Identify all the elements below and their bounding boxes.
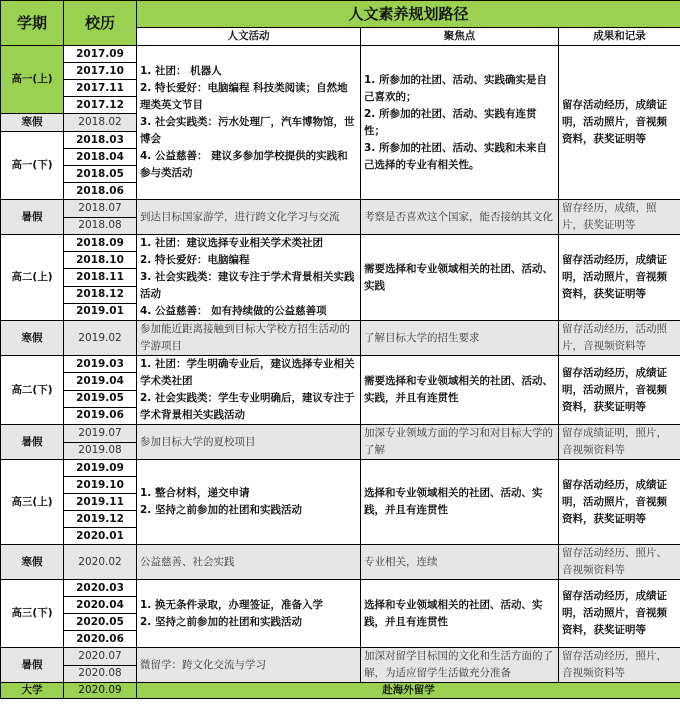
term-g3b: 高三(下) (1, 580, 64, 648)
date-cell: 2017.09 (64, 46, 137, 63)
date-cell: 2018.11 (64, 269, 137, 286)
date-cell: 2020.01 (64, 528, 137, 545)
result-cell: 留存成绩证明，照片，音视频资料等 (559, 425, 680, 460)
date-cell: 2019.01 (64, 303, 137, 320)
term-g3a: 高三(上) (1, 460, 64, 545)
term-g2b: 高二(下) (1, 356, 64, 425)
term-g1a: 高一(上) (1, 46, 64, 114)
activity-cell: 1. 换无条件录取，办理签证，准备入学 2. 坚持之前参加的社团和实践活动 (137, 580, 361, 648)
activity-cell: 1. 社团： 机器人 2. 特长爱好：电脑编程 科技类阅读；自然地理类英文节目 3. 社会实践类：污水处理厂，汽车博物馆，世博会 4. 公益慈善： 建议多参加学校提供的实践和参与类活动 (137, 46, 361, 200)
date-cell: 2019.11 (64, 494, 137, 511)
header-result: 成果和记录 (559, 28, 680, 46)
date-cell: 2018.04 (64, 149, 137, 166)
date-cell: 2018.05 (64, 166, 137, 183)
header-term: 学期 (1, 1, 64, 46)
result-cell: 留存经历，成绩，照片，获奖证明等 (559, 200, 680, 235)
date-cell: 2020.06 (64, 631, 137, 648)
term-summer-2: 暑假 (1, 425, 64, 460)
term-g2a: 高二(上) (1, 235, 64, 321)
focus-cell: 选择和专业领域相关的社团、活动、实践，并且有连贯性 (361, 580, 559, 648)
date-cell: 2020.05 (64, 614, 137, 631)
date-cell: 2017.12 (64, 97, 137, 114)
activity-cell: 公益慈善、社会实践 (137, 545, 361, 580)
result-cell: 留存活动经历，活动照片，音视频资料等 (559, 321, 680, 356)
term-college: 大学 (1, 683, 64, 699)
date-cell: 2020.08 (64, 665, 137, 683)
term-summer-1: 暑假 (1, 200, 64, 235)
activity-cell: 到达目标国家游学，进行跨文化学习与交流 (137, 200, 361, 235)
result-cell: 留存活动经历，成绩证明，活动照片，音视频资料，获奖证明等 (559, 356, 680, 425)
date-cell: 2019.07 (64, 425, 137, 443)
date-cell: 2017.11 (64, 80, 137, 97)
focus-cell: 考察是否喜欢这个国家，能否接纳其文化 (361, 200, 559, 235)
term-winter-3: 寒假 (1, 545, 64, 580)
activity-cell: 参加目标大学的夏校项目 (137, 425, 361, 460)
focus-cell: 了解目标大学的招生要求 (361, 321, 559, 356)
date-cell: 2020.03 (64, 580, 137, 597)
term-winter-2: 寒假 (1, 321, 64, 356)
table-title: 人文素养规划路径 (137, 1, 680, 28)
focus-cell: 1. 所参加的社团、活动、实践确实是自己喜欢的； 2. 所参加的社团、活动、实践有连贯性； 3. 所参加的社团、活动、实践和未来自己选择的专业有相关性。 (361, 46, 559, 200)
date-cell: 2019.12 (64, 511, 137, 528)
date-cell: 2019.05 (64, 390, 137, 407)
date-cell: 2018.06 (64, 183, 137, 200)
result-cell: 留存活动经历，成绩证明，活动照片，音视频资料，获奖证明等 (559, 580, 680, 648)
date-cell: 2020.04 (64, 597, 137, 614)
date-cell: 2018.10 (64, 252, 137, 269)
activity-cell: 1. 整合材料，递交申请 2. 坚持之前参加的社团和实践活动 (137, 460, 361, 545)
activity-cell: 参加能近距离接触到目标大学校方招生活动的学游项目 (137, 321, 361, 356)
date-cell: 2019.02 (64, 321, 137, 356)
term-summer-3: 暑假 (1, 648, 64, 683)
focus-cell: 加深对留学目标国的文化和生活方面的了解，为适应留学生活做充分准备 (361, 648, 559, 683)
date-cell: 2019.09 (64, 460, 137, 477)
term-g1b: 高一(下) (1, 132, 64, 200)
result-cell: 留存活动经历，成绩证明，活动照片，音视频资料，获奖证明等 (559, 460, 680, 545)
date-cell: 2018.02 (64, 114, 137, 132)
result-cell: 留存活动经历，成绩证明，活动照片，音视频资料，获奖证明等 (559, 235, 680, 321)
date-cell: 2020.02 (64, 545, 137, 580)
date-cell: 2018.09 (64, 235, 137, 252)
date-cell: 2017.10 (64, 63, 137, 80)
header-focus: 聚焦点 (361, 28, 559, 46)
date-cell: 2018.07 (64, 200, 137, 218)
date-cell: 2018.08 (64, 217, 137, 235)
result-cell: 留存活动经历、照片、音视频资料等 (559, 545, 680, 580)
focus-cell: 需要选择和专业领域相关的社团、活动、实践，并且有连贯性 (361, 356, 559, 425)
date-cell: 2019.06 (64, 407, 137, 424)
activity-cell: 1. 社团：建议选择专业相关学术类社团 2. 特长爱好：电脑编程 3. 社会实践类：建议专注于学术背景相关实践活动 4. 公益慈善： 如有持续做的公益慈善项 (137, 235, 361, 321)
activity-cell: 微留学：跨文化交流与学习 (137, 648, 361, 683)
term-winter-1: 寒假 (1, 114, 64, 132)
date-cell: 2020.09 (64, 683, 137, 699)
result-cell: 留存活动经历，成绩证明，活动照片，音视频资料，获奖证明等 (559, 46, 680, 200)
date-cell: 2019.08 (64, 442, 137, 460)
header-calendar: 校历 (64, 1, 137, 46)
date-cell: 2019.04 (64, 373, 137, 390)
date-cell: 2018.12 (64, 286, 137, 303)
activity-cell: 1. 社团：学生明确专业后，建议选择专业相关学术类社团 2. 社会实践类：学生专业明确后，建议专注于学术背景相关实践活动 (137, 356, 361, 425)
focus-cell: 选择和专业领域相关的社团、活动、实践，并且有连贯性 (361, 460, 559, 545)
header-activity: 人文活动 (137, 28, 361, 46)
college-text: 赴海外留学 (137, 683, 680, 699)
date-cell: 2018.03 (64, 132, 137, 149)
date-cell: 2019.03 (64, 356, 137, 373)
result-cell: 留存活动经历，照片，音视频资料等 (559, 648, 680, 683)
focus-cell: 专业相关，连续 (361, 545, 559, 580)
date-cell: 2020.07 (64, 648, 137, 666)
focus-cell: 加深专业领域方面的学习和对目标大学的了解 (361, 425, 559, 460)
focus-cell: 需要选择和专业领域相关的社团、活动、实践 (361, 235, 559, 321)
date-cell: 2019.10 (64, 477, 137, 494)
